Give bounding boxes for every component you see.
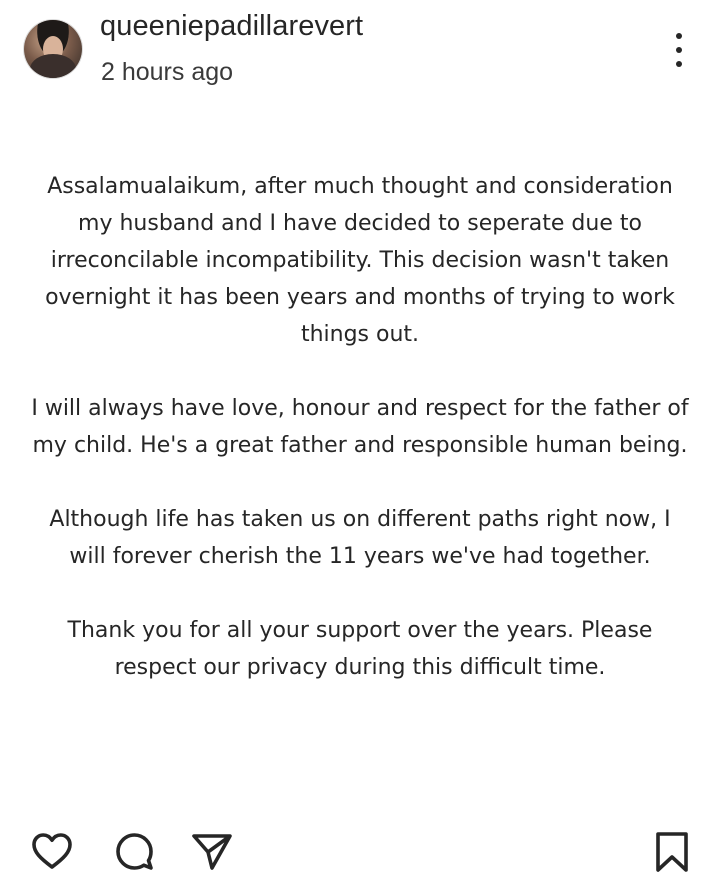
heart-icon <box>30 830 74 874</box>
comment-icon <box>112 830 156 874</box>
avatar[interactable] <box>24 20 82 78</box>
post-action-bar <box>0 830 720 881</box>
caption-paragraph: Although life has taken us on different paths right now, I will forever cherish the 11 years we've had together. <box>49 507 671 569</box>
username-link[interactable]: queeniepadillarevert <box>100 10 364 42</box>
more-vertical-icon-dot <box>676 47 682 53</box>
bookmark-icon <box>650 830 694 874</box>
post-header <box>0 0 720 100</box>
comment-button[interactable] <box>112 830 156 874</box>
avatar-scarf <box>30 54 76 78</box>
more-vertical-icon-dot <box>676 61 682 67</box>
post-caption <box>30 168 690 723</box>
like-button[interactable] <box>30 830 74 874</box>
save-button[interactable] <box>650 830 694 874</box>
caption-paragraph: Assalamualaikum, after much thought and consideration my husband and I have decided to seperate due to irreconcilable incompatibility. This decision wasn't taken overnight it has been years and months of trying to work things out. <box>45 174 675 347</box>
more-vertical-icon <box>676 33 682 39</box>
caption-paragraph: Thank you for all your support over the years. Please respect our privacy during this difficult time. <box>67 618 653 680</box>
more-options-button[interactable] <box>664 30 694 70</box>
send-icon <box>190 830 234 874</box>
caption-paragraph: I will always have love, honour and respect for the father of my child. He's a great father and responsible human being. <box>31 396 689 458</box>
post-timestamp: 2 hours ago <box>101 58 234 86</box>
share-button[interactable] <box>190 830 234 874</box>
